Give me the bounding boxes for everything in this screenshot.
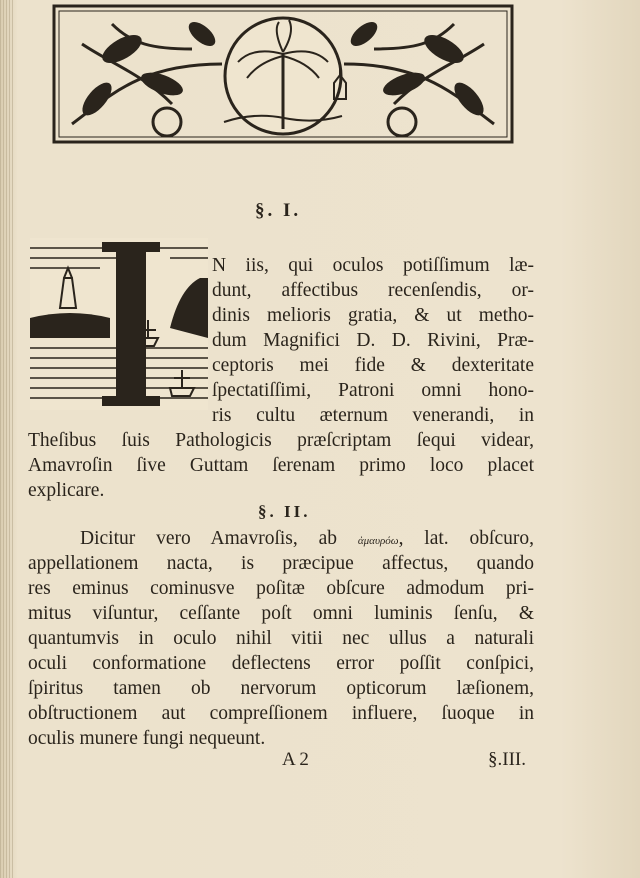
text-line: ſpectatiſſimi, Patroni omni hono- — [212, 380, 534, 401]
text-line: Dicitur vero Amavroſis, ab ἀμαυρόω, lat. obſcuro, — [80, 528, 534, 549]
signature-mark: A 2 — [282, 749, 309, 770]
page-gutter — [0, 0, 14, 878]
text-line: oculi conformatione deflectens error poſſit conſpici, — [28, 653, 534, 674]
decorated-initial — [30, 238, 208, 410]
section-heading-1: §. I. — [255, 200, 302, 221]
greek-word: ἀμαυρόω — [357, 535, 399, 547]
text-line: dunt, affectibus recenſendis, or- — [212, 280, 534, 301]
text-line: explicare. — [28, 480, 105, 501]
text-line: quantumvis in oculo nihil vitii nec ullus a naturali — [28, 628, 534, 649]
text-line: Amavroſin ſive Guttam ſerenam primo loco placet — [28, 455, 534, 476]
catchword: §.III. — [488, 749, 526, 770]
section-heading-2: §. II. — [258, 502, 311, 521]
headpiece-ornament — [52, 4, 514, 144]
text-line: appellationem nacta, is præcipue affectus, quando — [28, 553, 534, 574]
text-line: mitus viſuntur, ceſſante poſt omni luminis ſenſu, & — [28, 603, 534, 624]
text-line: res eminus cominusve poſitæ obſcure admodum pri- — [28, 578, 534, 599]
text-line: ceptoris mei fide & dexteritate — [212, 355, 534, 376]
text-line: dinis melioris gratia, & ut metho- — [212, 305, 534, 326]
text-line: N iis, qui oculos potiſſimum læ- — [212, 255, 534, 276]
text-line: ſpiritus tamen ob nervorum opticorum læſionem, — [28, 678, 534, 699]
text-line: Theſibus ſuis Pathologicis præſcriptam ſequi videar, — [28, 430, 534, 451]
text-line: oculis munere fungi nequeunt. — [28, 728, 266, 749]
text-line: obſtructionem aut compreſſionem influere, ſuoque in — [28, 703, 534, 724]
text-line: ris cultu æternum venerandi, in — [212, 405, 534, 426]
text-line: dum Magnifici D. D. Rivini, Præ- — [212, 330, 534, 351]
